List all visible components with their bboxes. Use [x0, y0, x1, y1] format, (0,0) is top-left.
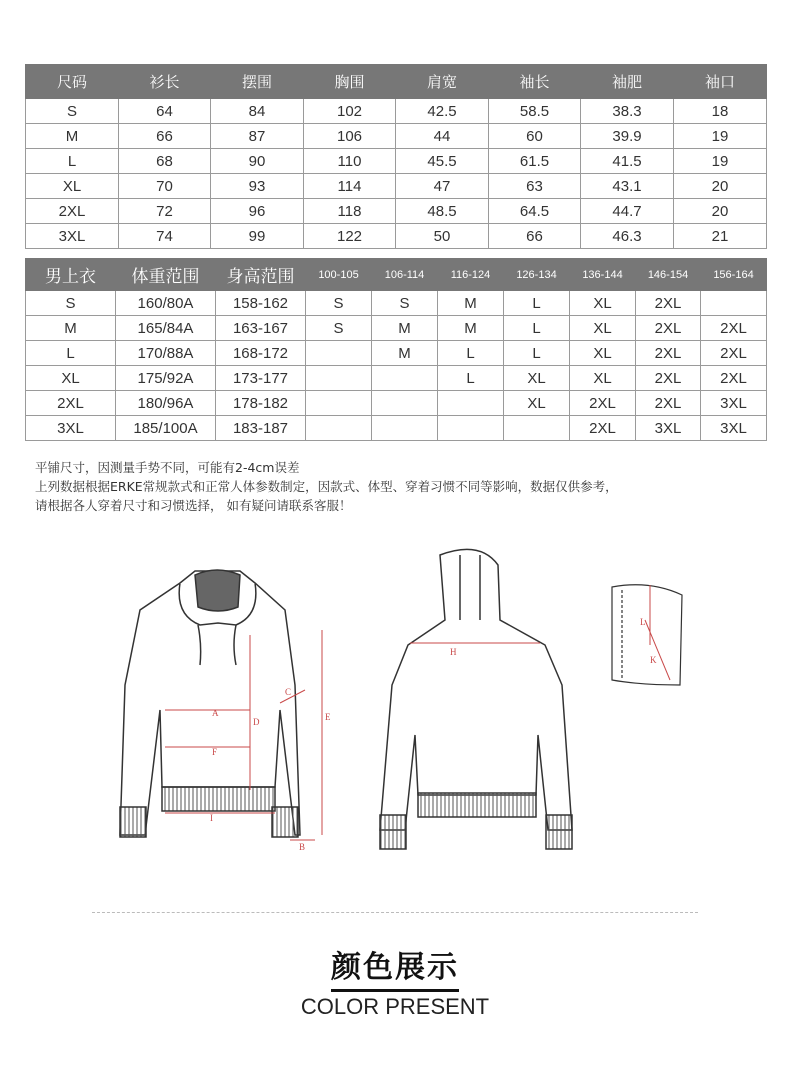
header-height-126-134: 126-134	[504, 259, 570, 291]
table-cell: 18	[674, 99, 767, 124]
table-cell	[438, 416, 504, 441]
label-i: B	[299, 842, 306, 852]
table-cell: 114	[304, 174, 396, 199]
table-cell: XL	[26, 366, 116, 391]
table-cell: M	[438, 291, 504, 316]
table-cell: S	[306, 316, 372, 341]
table-cell: 74	[119, 224, 211, 249]
table-cell: 68	[119, 149, 211, 174]
header-height-116-124: 116-124	[438, 259, 504, 291]
table-cell: L	[504, 316, 570, 341]
table-cell: L	[26, 341, 116, 366]
table-cell: S	[26, 99, 119, 124]
table-cell: M	[26, 124, 119, 149]
note-line-1: 平铺尺寸，因测量手势不同，可能有2-4cm误差	[35, 460, 300, 475]
label-d: F	[212, 747, 218, 757]
table-cell: 2XL	[701, 316, 767, 341]
table-cell: 3XL	[701, 391, 767, 416]
header-hem: 摆围	[211, 65, 304, 99]
header-height-range: 身高范围	[216, 259, 306, 291]
section-divider	[92, 912, 698, 913]
color-section-subtitle: COLOR PRESENT	[300, 994, 490, 1019]
table-cell: 64	[119, 99, 211, 124]
note-line-2: 上列数据根据ERKE常规款式和正常人体参数制定，因款式、体型、穿着习惯不同等影响，数据仅供参考，	[35, 479, 618, 494]
header-chest: 胸围	[304, 65, 396, 99]
table-row	[26, 366, 767, 391]
table-cell: S	[306, 291, 372, 316]
table-cell: XL	[26, 174, 119, 199]
table-cell	[306, 366, 372, 391]
note-line-3: 请根据各人穿着尺寸和习惯选择， 如有疑问请联系客服！	[35, 498, 352, 513]
size-chart-header-row	[26, 65, 767, 99]
table-row	[26, 199, 767, 224]
table-cell: 45.5	[396, 149, 489, 174]
table-cell	[701, 291, 767, 316]
table-cell: 84	[211, 99, 304, 124]
table-cell: 168-172	[216, 341, 306, 366]
header-weight-range: 体重范围	[116, 259, 216, 291]
table-cell: 72	[119, 199, 211, 224]
table-row	[26, 416, 767, 441]
table-cell: 170/88A	[116, 341, 216, 366]
table-cell: 42.5	[396, 99, 489, 124]
table-cell: 2XL	[701, 341, 767, 366]
table-cell: 173-177	[216, 366, 306, 391]
size-chart-table	[25, 64, 767, 249]
table-row	[26, 391, 767, 416]
table-cell: 2XL	[636, 316, 701, 341]
age-table-header-row	[26, 259, 767, 291]
header-cuff: 袖口	[674, 65, 767, 99]
table-cell: 44	[396, 124, 489, 149]
table-cell: 58.5	[489, 99, 581, 124]
table-row	[26, 99, 767, 124]
table-cell	[438, 391, 504, 416]
table-cell: 90	[211, 149, 304, 174]
table-row	[26, 149, 767, 174]
header-sleeve-width: 袖肥	[581, 65, 674, 99]
table-cell: 2XL	[636, 391, 701, 416]
header-height-100-105: 100-105	[306, 259, 372, 291]
table-cell: L	[504, 291, 570, 316]
table-cell: 2XL	[570, 391, 636, 416]
header-sleeve-length: 袖长	[489, 65, 581, 99]
table-cell: 43.1	[581, 174, 674, 199]
front-hoodie-illustration	[120, 570, 300, 837]
measurement-notes	[35, 458, 618, 515]
table-cell: M	[438, 316, 504, 341]
header-height-146-154: 146-154	[636, 259, 701, 291]
table-row	[26, 341, 767, 366]
table-cell: 3XL	[636, 416, 701, 441]
table-cell: 19	[674, 124, 767, 149]
table-cell: 165/84A	[116, 316, 216, 341]
table-cell: 47	[396, 174, 489, 199]
back-hoodie-illustration	[380, 549, 572, 849]
table-cell: XL	[570, 316, 636, 341]
table-cell	[372, 366, 438, 391]
table-cell: XL	[570, 341, 636, 366]
label-b: H	[450, 647, 457, 657]
table-cell: 183-187	[216, 416, 306, 441]
table-cell	[504, 416, 570, 441]
table-cell: 110	[304, 149, 396, 174]
table-row	[26, 316, 767, 341]
label-h: C	[285, 687, 292, 697]
table-cell: 2XL	[636, 291, 701, 316]
table-cell: XL	[570, 366, 636, 391]
table-cell: 3XL	[701, 416, 767, 441]
table-cell: 41.5	[581, 149, 674, 174]
table-cell: M	[26, 316, 116, 341]
table-cell: 158-162	[216, 291, 306, 316]
table-cell	[372, 391, 438, 416]
header-height-156-164: 156-164	[701, 259, 767, 291]
table-cell: 2XL	[701, 366, 767, 391]
table-cell: 21	[674, 224, 767, 249]
hood-side-illustration	[612, 585, 682, 685]
table-cell: L	[438, 366, 504, 391]
table-cell: 64.5	[489, 199, 581, 224]
table-cell	[306, 391, 372, 416]
table-cell: 63	[489, 174, 581, 199]
table-cell: S	[26, 291, 116, 316]
table-cell: 3XL	[26, 224, 119, 249]
header-mens-top: 男上衣	[26, 259, 116, 291]
label-k: K	[650, 655, 657, 665]
header-size: 尺码	[26, 65, 119, 99]
age-height-size-table	[25, 258, 767, 441]
table-cell: XL	[570, 291, 636, 316]
table-cell: M	[372, 316, 438, 341]
table-cell: 3XL	[26, 416, 116, 441]
header-shoulder: 肩宽	[396, 65, 489, 99]
table-cell: 106	[304, 124, 396, 149]
table-cell: 60	[489, 124, 581, 149]
label-a: D	[253, 717, 260, 727]
table-cell: 20	[674, 174, 767, 199]
table-cell: 39.9	[581, 124, 674, 149]
table-cell: XL	[504, 366, 570, 391]
table-row	[26, 174, 767, 199]
table-row	[26, 124, 767, 149]
table-cell: 122	[304, 224, 396, 249]
table-cell: L	[504, 341, 570, 366]
table-cell: XL	[504, 391, 570, 416]
table-cell: 185/100A	[116, 416, 216, 441]
table-cell: 66	[119, 124, 211, 149]
table-cell: L	[26, 149, 119, 174]
table-cell: 99	[211, 224, 304, 249]
hoodie-measurement-diagram	[100, 535, 700, 865]
table-cell: 180/96A	[116, 391, 216, 416]
label-e: I	[210, 813, 213, 823]
table-cell: 20	[674, 199, 767, 224]
table-cell: 87	[211, 124, 304, 149]
table-cell	[306, 416, 372, 441]
table-cell: 61.5	[489, 149, 581, 174]
header-length: 衫长	[119, 65, 211, 99]
table-cell: 38.3	[581, 99, 674, 124]
table-cell: 163-167	[216, 316, 306, 341]
table-cell	[372, 416, 438, 441]
header-height-136-144: 136-144	[570, 259, 636, 291]
table-cell: 178-182	[216, 391, 306, 416]
table-cell: 96	[211, 199, 304, 224]
table-cell: 175/92A	[116, 366, 216, 391]
color-section-title	[0, 942, 790, 986]
table-cell: 19	[674, 149, 767, 174]
table-cell: 118	[304, 199, 396, 224]
table-cell: 93	[211, 174, 304, 199]
table-cell: 2XL	[636, 341, 701, 366]
table-cell: 66	[489, 224, 581, 249]
table-cell: S	[372, 291, 438, 316]
table-cell: 2XL	[26, 199, 119, 224]
table-cell: 44.7	[581, 199, 674, 224]
table-cell: 50	[396, 224, 489, 249]
table-cell: 2XL	[636, 366, 701, 391]
table-cell: 48.5	[396, 199, 489, 224]
label-c: A	[212, 708, 219, 718]
table-cell	[306, 341, 372, 366]
table-cell: 102	[304, 99, 396, 124]
label-f: E	[325, 712, 331, 722]
table-row	[26, 224, 767, 249]
header-height-106-114: 106-114	[372, 259, 438, 291]
table-cell: 46.3	[581, 224, 674, 249]
table-row	[26, 291, 767, 316]
table-cell: L	[438, 341, 504, 366]
table-cell: M	[372, 341, 438, 366]
table-cell: 2XL	[26, 391, 116, 416]
label-l: L	[640, 617, 646, 627]
table-cell: 70	[119, 174, 211, 199]
color-section-title-text: 颜色展示	[331, 950, 459, 992]
table-cell: 2XL	[570, 416, 636, 441]
table-cell: 160/80A	[116, 291, 216, 316]
